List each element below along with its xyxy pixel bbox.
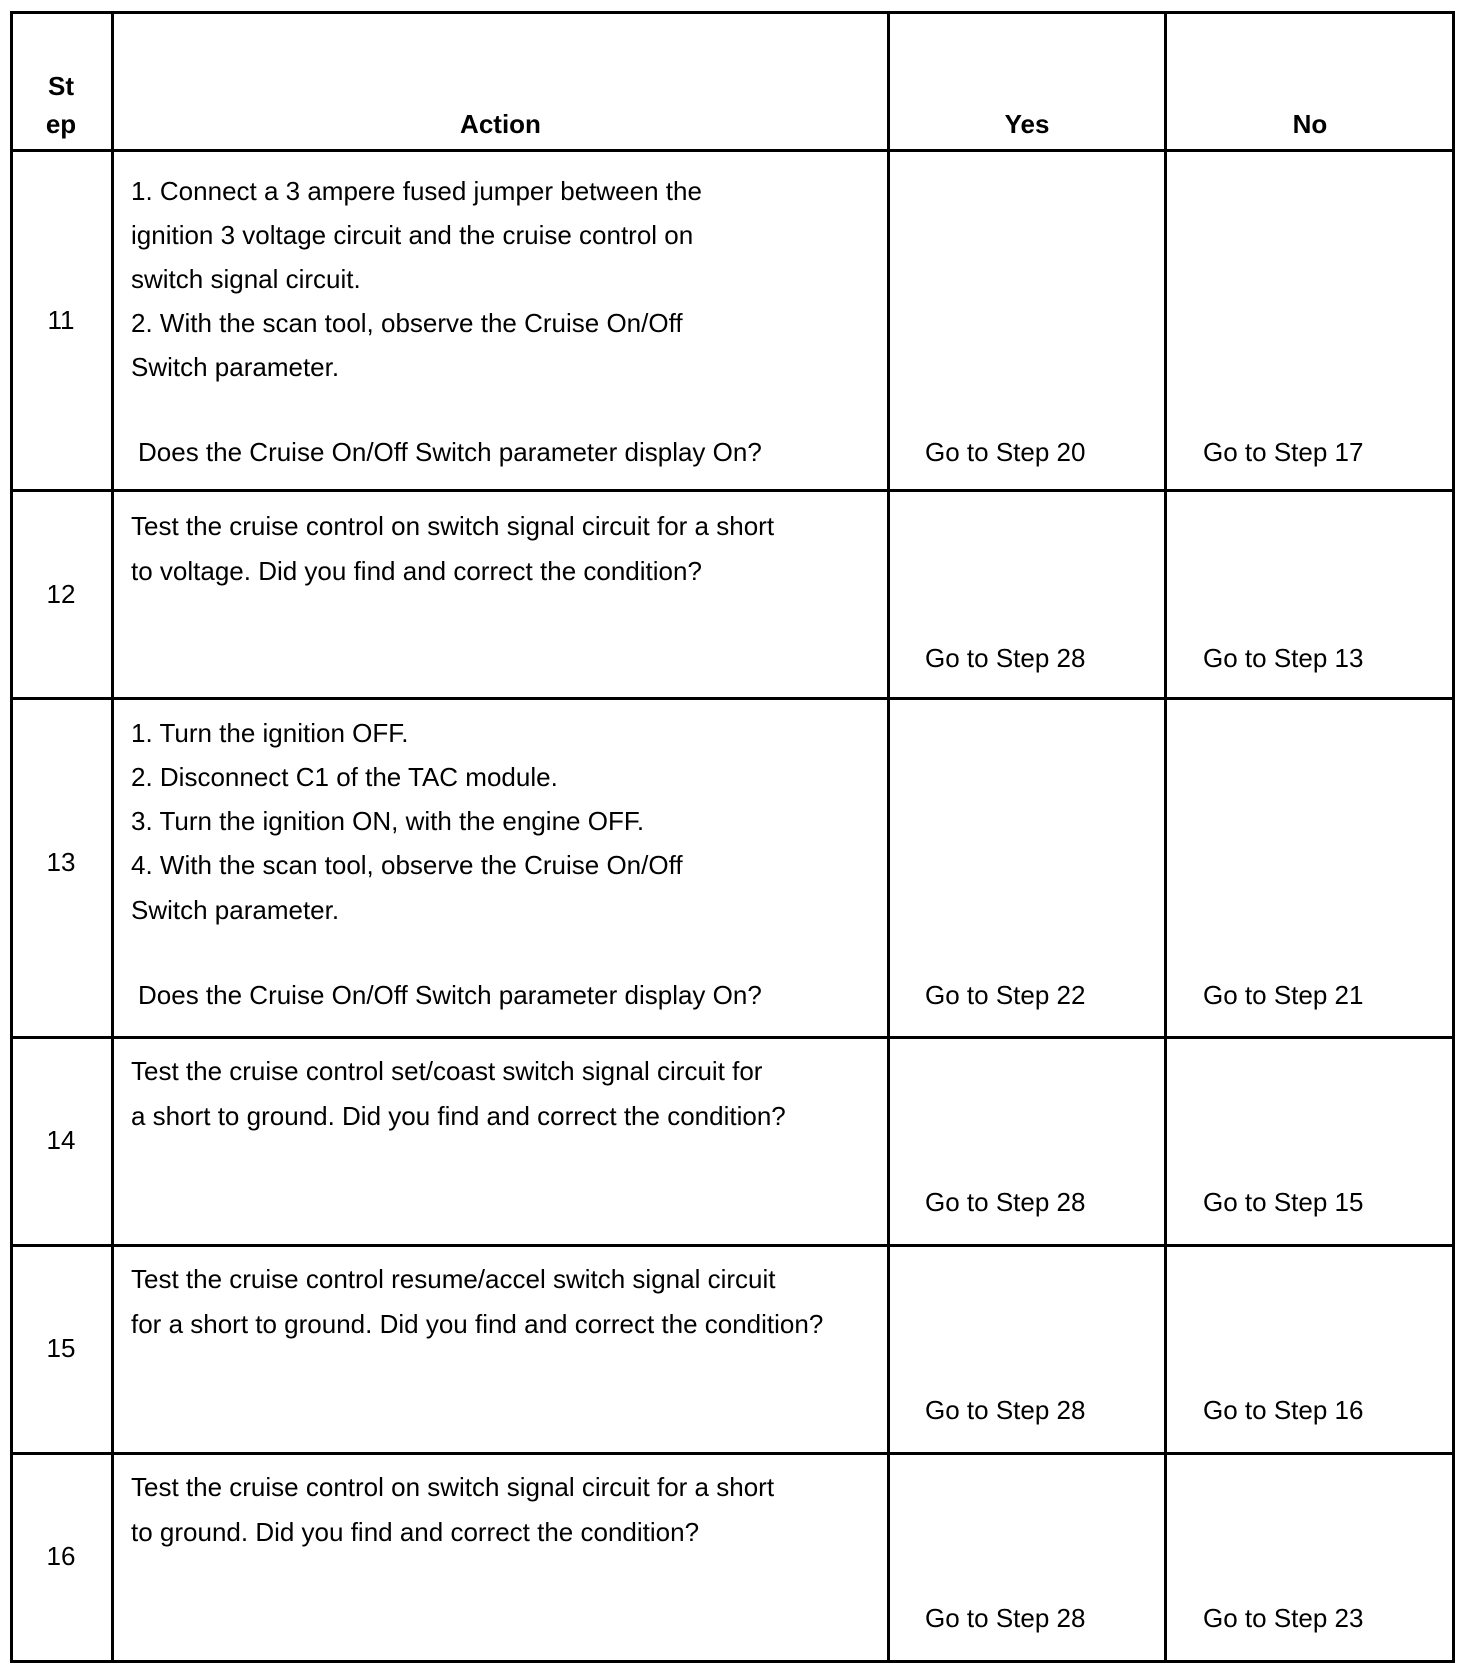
- column-divider: [887, 14, 890, 1660]
- action-line: 3. Turn the ignition ON, with the engine OFF.: [131, 806, 645, 836]
- step-number: 15: [46, 1333, 76, 1363]
- no-outcome: Go to Step 15: [1203, 1187, 1364, 1217]
- action-line: 1. Turn the ignition OFF.: [131, 718, 409, 748]
- action-line: Switch parameter.: [131, 352, 340, 382]
- yes-outcome: Go to Step 28: [925, 1395, 1086, 1425]
- action-line: Test the cruise control set/coast switch signal circuit for: [131, 1056, 763, 1086]
- action-line: a short to ground. Did you find and correct the condition?: [131, 1101, 786, 1131]
- yes-outcome: Go to Step 28: [925, 643, 1086, 673]
- row-divider: [13, 1036, 1452, 1039]
- action-line: 2. With the scan tool, observe the Cruise On/Off: [131, 308, 683, 338]
- column-divider: [1164, 14, 1167, 1660]
- row-divider: [13, 149, 1452, 152]
- column-divider: [111, 14, 114, 1660]
- action-question: Does the Cruise On/Off Switch parameter display On?: [138, 437, 762, 467]
- header-action: Action: [460, 109, 541, 139]
- row-divider: [13, 1452, 1452, 1455]
- no-outcome: Go to Step 17: [1203, 437, 1364, 467]
- action-line: ignition 3 voltage circuit and the cruise control on: [131, 220, 694, 250]
- action-line: Switch parameter.: [131, 895, 340, 925]
- action-line: to ground. Did you find and correct the condition?: [131, 1517, 700, 1547]
- action-line: 4. With the scan tool, observe the Cruise On/Off: [131, 850, 683, 880]
- row-divider: [13, 489, 1452, 492]
- step-number: 14: [46, 1125, 76, 1155]
- no-outcome: Go to Step 16: [1203, 1395, 1364, 1425]
- yes-outcome: Go to Step 22: [925, 980, 1086, 1010]
- header-step-line2: ep: [45, 109, 77, 139]
- yes-outcome: Go to Step 28: [925, 1187, 1086, 1217]
- no-outcome: Go to Step 13: [1203, 643, 1364, 673]
- action-line: 2. Disconnect C1 of the TAC module.: [131, 762, 558, 792]
- no-outcome: Go to Step 23: [1203, 1603, 1364, 1633]
- row-divider: [13, 697, 1452, 700]
- step-number: 12: [46, 579, 76, 609]
- action-line: 1. Connect a 3 ampere fused jumper between the: [131, 176, 702, 206]
- action-line: to voltage. Did you find and correct the condition?: [131, 556, 702, 586]
- action-line: for a short to ground. Did you find and correct the condition?: [131, 1309, 824, 1339]
- action-question: Does the Cruise On/Off Switch parameter display On?: [138, 980, 762, 1010]
- yes-outcome: Go to Step 20: [925, 437, 1086, 467]
- action-line: Test the cruise control resume/accel switch signal circuit: [131, 1264, 776, 1294]
- action-line: switch signal circuit.: [131, 264, 361, 294]
- action-line: Test the cruise control on switch signal circuit for a short: [131, 511, 775, 541]
- step-number: 11: [47, 305, 75, 335]
- action-line: Test the cruise control on switch signal circuit for a short: [131, 1472, 775, 1502]
- no-outcome: Go to Step 21: [1203, 980, 1364, 1010]
- header-yes: Yes: [1004, 109, 1050, 139]
- diagnostic-table: [10, 11, 1455, 1663]
- row-divider: [13, 1244, 1452, 1247]
- yes-outcome: Go to Step 28: [925, 1603, 1086, 1633]
- header-no: No: [1292, 109, 1328, 139]
- step-number: 13: [46, 847, 76, 877]
- header-step-line1: St: [48, 71, 74, 101]
- step-number: 16: [46, 1541, 76, 1571]
